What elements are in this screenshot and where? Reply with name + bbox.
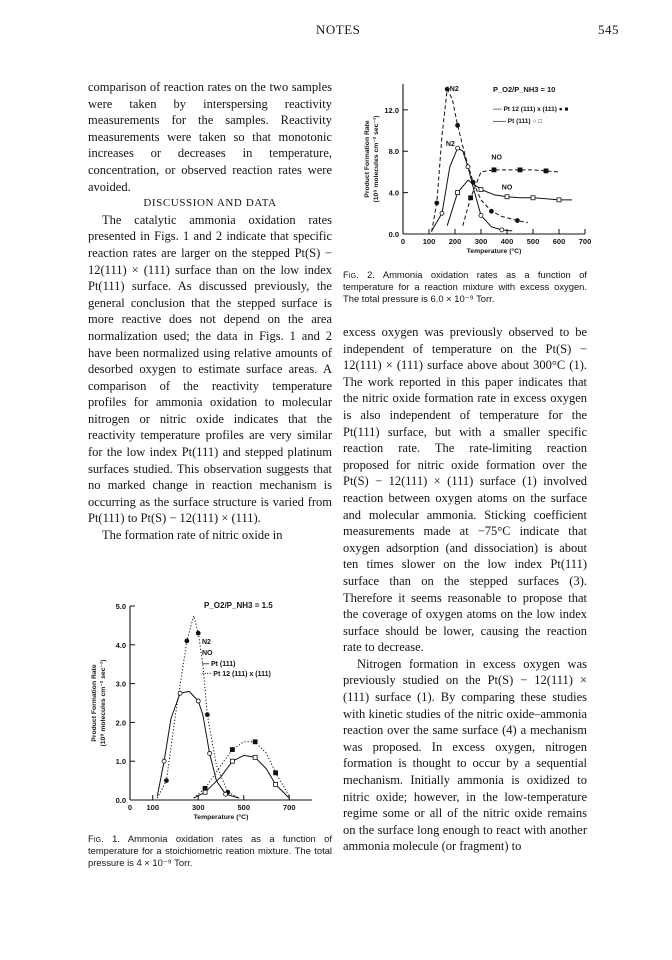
x-tick-label: 300 <box>474 237 488 246</box>
y-tick-label: 0.0 <box>115 796 126 805</box>
data-point <box>515 219 519 223</box>
left-column <box>88 79 332 544</box>
data-point <box>203 786 207 790</box>
data-point <box>274 782 278 786</box>
x-tick-label: 700 <box>282 803 296 812</box>
data-point <box>466 165 470 169</box>
figure-2-caption-label: Fig. 2. <box>343 269 375 280</box>
right-para-2: Nitrogen formation in excess oxygen was previously studied on the Pt(S) − 12(111) × (111) surface (1). By comparing these studies with kinetic studies of the nitric oxide–ammonia reaction over the same surface (4) a mechanism was proposed. In excess oxygen, nitrogen formation is thought to occur by a sequential mechanism. Initially ammonia is oxidized to nitric oxide; however, in the low-temperature regime some or all of the nitric oxide remains on the surface long enough to react with another ammonia molecule (or fragment) to <box>343 656 587 854</box>
right-para-1: excess oxygen was previously observed to be independent of temperature on the Pt(S) − 12(111) × (111) surface above about 300°C (1). The work reported in this paper indicates that the nitric oxide formation rate in excess oxygen is also independent of temperature for the Pt(111) surface, but with a smaller specific reaction rate. The rate-limiting reaction proposed for nitric oxide formation over the Pt(S) − 12(111) × (111) surface (1) involved reaction between oxygen atoms on the surface and molecular ammonia. Sticking coefficient measurements made at −75°C indicate that oxygen adsorption (and dissociation) is about ten times slower on the low index Pt(111) surface than on the stepped surfaces (3). Therefore it seems reasonable to propose that the coverage of oxygen atoms on the low index surface should be lower, causing the reaction rate to decrease. <box>343 325 587 655</box>
annotation-label: NO <box>501 184 513 192</box>
data-point <box>518 168 522 172</box>
data-point <box>435 201 439 205</box>
figure-2-caption-text: Ammonia oxidation rates as a function of temperature for a reaction mixture with excess oxygen. The total pressure is 6.0 × 10⁻⁹ Torr. <box>343 269 587 304</box>
figure-1-chart <box>84 592 334 832</box>
x-tick-label: 500 <box>526 237 540 246</box>
x-tick-label: 400 <box>500 237 514 246</box>
figure-2-chart <box>343 78 593 268</box>
figure-1 <box>84 592 334 832</box>
data-point <box>185 639 189 643</box>
annotation-label: NO <box>491 154 502 162</box>
y-tick-label: 5.0 <box>115 602 126 611</box>
legend-entry: ---- Pt 12 (111) x (111) ● ■ <box>493 106 569 113</box>
data-point <box>208 751 212 755</box>
data-point <box>196 631 200 635</box>
y-axis-label-line1: Product Formation Rate <box>364 120 371 198</box>
left-para-2: The catalytic ammonia oxidation rates presented in Figs. 1 and 2 indicate that specific reaction rates are larger on the stepped Pt(S) − 12(111) × (111) surface than on the low index Pt(111) surface. As discussed previously, the general conclusion that the stepped surface is more reactive does not depend on the area normalization used; the data in Figs. 1 and 2 have been normalized using relative amounts of desorbed oxygen to estimate surface areas. A comparison of the reactivity temperature profiles for ammonia oxidation to molecular nitrogen or nitric oxide indicates that the reactivity temperature profiles are very similar for the low index Pt(111) and stepped platinum surfaces studied. This observation suggests that no marked change in reaction mechanism is occurring as the surface structure is varied from Pt(111) to Pt(S) − 12(111) × (111). <box>88 212 332 526</box>
annotation-label: N2 <box>445 141 455 149</box>
y-tick-label: 12.0 <box>384 105 399 115</box>
series-line-3 <box>194 755 290 798</box>
figure-2 <box>343 78 593 268</box>
x-tick-label: 0 <box>400 237 406 246</box>
data-point <box>203 790 207 794</box>
legend-entry: —— Pt (111) ○ □ <box>493 118 543 125</box>
data-point <box>479 213 483 217</box>
data-point <box>230 748 234 752</box>
y-axis-label-line2: (10⁹ molecules cm⁻² sec⁻¹) <box>100 659 107 747</box>
legend-entry: N2 <box>202 639 211 646</box>
x-tick-label: 300 <box>191 803 205 812</box>
y-axis-label-line1: Product Formation Rate <box>91 664 98 742</box>
series-line-0 <box>157 616 239 798</box>
data-point <box>178 691 182 695</box>
data-point <box>557 198 561 202</box>
x-tick-label: 0 <box>127 803 133 812</box>
chart-title: P_O2/P_NH3 = 1.5 <box>204 601 273 610</box>
figure-1-caption-label: Fig. 1. <box>88 833 120 844</box>
data-point <box>505 195 509 199</box>
legend-entry: ···· Pt 12 (111) x (111) <box>202 671 271 678</box>
annotation-label: N2 <box>449 86 459 94</box>
x-tick-label: 700 <box>578 237 592 246</box>
y-tick-label: 0.0 <box>388 230 399 239</box>
figure-1-caption <box>88 833 332 869</box>
figure-2-caption <box>343 269 587 305</box>
legend-entry: — Pt (111) <box>202 661 236 668</box>
section-heading: DISCUSSION AND DATA <box>143 197 277 210</box>
data-point <box>253 755 257 759</box>
data-point <box>205 713 209 717</box>
data-point <box>164 779 168 783</box>
data-point <box>531 196 535 200</box>
series-line-2 <box>463 170 559 226</box>
data-point <box>224 792 228 796</box>
y-tick-label: 3.0 <box>115 679 126 689</box>
data-point <box>274 771 278 775</box>
data-point <box>456 146 460 150</box>
y-tick-label: 8.0 <box>388 147 399 157</box>
data-point <box>230 759 234 763</box>
data-point <box>469 196 473 200</box>
data-point <box>479 188 483 192</box>
x-tick-label: 600 <box>552 237 566 246</box>
data-point <box>456 191 460 195</box>
chart-title: P_O2/P_NH3 = 10 <box>493 85 556 94</box>
x-tick-label: 100 <box>422 237 436 246</box>
data-point <box>440 211 444 215</box>
left-para-3: The formation rate of nitric oxide in <box>102 528 283 543</box>
data-point <box>445 87 449 91</box>
running-head: NOTES <box>316 22 361 37</box>
y-tick-label: 4.0 <box>388 188 399 198</box>
data-point <box>456 123 460 127</box>
data-point <box>196 699 200 703</box>
x-tick-label: 500 <box>237 803 251 812</box>
x-tick-label: 200 <box>448 237 462 246</box>
left-para-1: comparison of reaction rates on the two samples were taken by interspersing reactivity measurements for the samples. Reactivity measurements were taken so that monotonic increases or decreases in temperature, concentration, or observed reaction rates were avoided. <box>88 80 332 194</box>
x-tick-label: 100 <box>146 803 160 812</box>
y-tick-label: 2.0 <box>115 718 126 728</box>
data-point <box>489 209 493 213</box>
legend-entry: NO <box>202 650 213 657</box>
series-line-1 <box>157 691 239 798</box>
page-number: 545 <box>598 22 619 37</box>
y-tick-label: 1.0 <box>115 757 126 767</box>
right-column <box>343 324 587 855</box>
figure-1-caption-text: Ammonia oxidation rates as a function of temperature for a stoichiometric reation mixture. The total pressure is 4 × 10⁻⁹ Torr. <box>88 833 332 868</box>
data-point <box>492 168 496 172</box>
x-axis-label: Temperature (°C) <box>193 814 249 821</box>
y-axis-label-line2: (10⁹ molecules cm⁻² sec⁻¹) <box>373 115 380 203</box>
data-point <box>253 740 257 744</box>
x-axis-label: Temperature (°C) <box>466 248 522 255</box>
data-point <box>162 759 166 763</box>
data-point <box>500 228 504 232</box>
y-tick-label: 4.0 <box>115 640 126 650</box>
data-point <box>544 169 548 173</box>
